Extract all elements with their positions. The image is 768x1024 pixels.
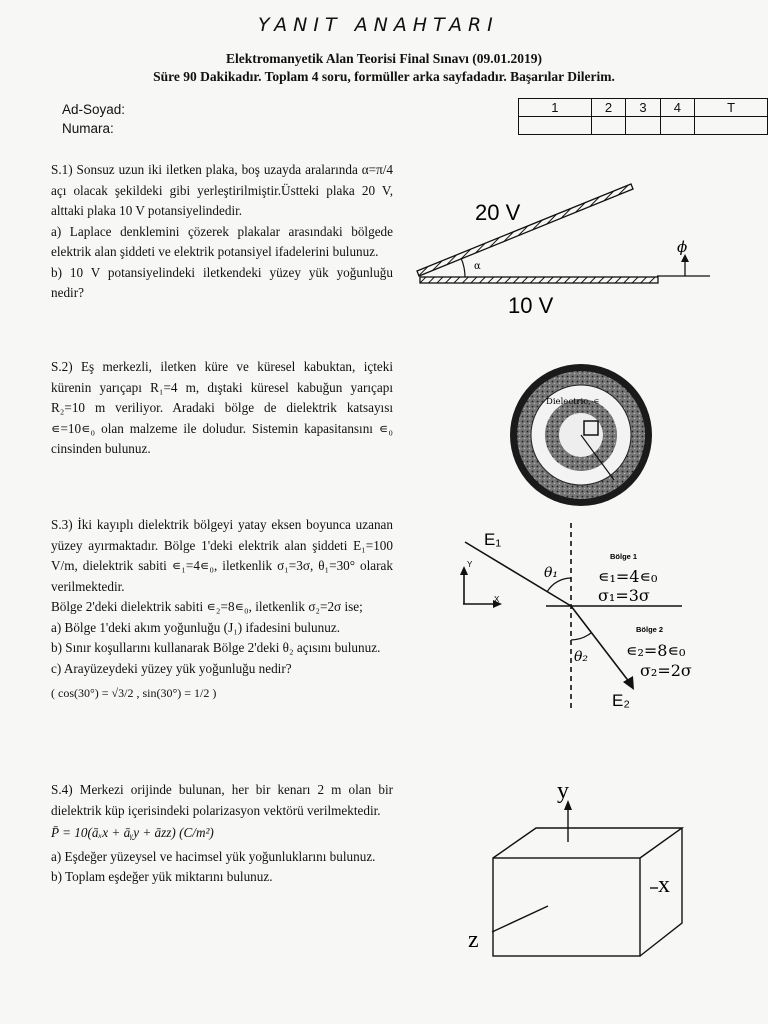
q3-text: S.3) İki kayıplı dielektrik bölgeyi yatay eksen boyunca uzanan yüzey ayırmaktadır. Bölge 1'deki elektrik alan şiddeti E₁=100 V/m, dielektrik sabiti ∊₁=4∊₀, iletkenlik σ₁=3σ, θ₁=30° olarak verilmektedir. [51, 517, 393, 594]
number-label: Numara: [62, 121, 114, 136]
theta2-arc [571, 633, 591, 640]
handwritten-title: YANIT ANAHTARI [258, 14, 499, 36]
cube [493, 828, 682, 956]
q4-figure [460, 770, 700, 960]
e1-label: E₁ [484, 530, 502, 549]
grade-cell-4[interactable] [660, 117, 694, 135]
bottom-plate-voltage: 10 V [508, 293, 554, 318]
q4-text: S.4) Merkezi orijinde bulunan, her bir kenarı 2 m olan bir dielektrik küp içerisindeki polarizasyon vektörü verilmektedir. [51, 782, 393, 818]
q4-part-b: b) Toplam eşdeğer yük miktarını bulunuz. [51, 869, 273, 884]
dielectric-label: Dielectric, ∊ [546, 397, 600, 407]
cube-z-label: z [468, 927, 479, 953]
grade-table [518, 98, 768, 135]
grade-cell-3[interactable] [626, 117, 660, 135]
grade-header-total: T [695, 99, 768, 117]
grade-cell-1[interactable] [519, 117, 592, 135]
q2-text: S.2) Eş merkezli, iletken küre ve küresel kabuktan, içteki kürenin yarıçapı R₁=4 m, dıştaki küresel kabuğun yarıçapı R₂=10 m veriliyor. Aradaki bölge de dielektrik katsayısı ∊=10∊₀ olan malzeme ile doludur. Sistemin kapasitansını ∊₀ cinsinden bulunuz. [51, 359, 393, 456]
angle-alpha-label: α [474, 261, 481, 272]
region1-label: Bölge 1 [610, 552, 638, 561]
q4-part-a: a) Eşdeğer yüzeysel ve hacimsel yük yoğunluklarını bulunuz. [51, 848, 376, 864]
q1-text: S.1) Sonsuz uzun iki iletken plaka, boş uzayda aralarında α=π/4 açı olacak şekildeki gibi yerleştirilmiştir.Üstteki plaka 20 V, alttaki plaka 10 V potansiyelindedir. [51, 162, 393, 218]
q3-part-a: a) Bölge 1'deki akım yoğunluğu (J₁) ifadesini bulunuz. [51, 619, 340, 635]
top-plate-voltage: 20 V [475, 200, 521, 225]
q1-part-a: a) Laplace denklemini çözerek plakalar arasındaki bölgede elektrik alan şiddeti ve elektrik potansiyel ifadelerini bulunuz. [51, 223, 393, 259]
region2-label: Bölge 2 [636, 625, 664, 634]
region1-sigma: σ₁=3σ [598, 586, 650, 605]
cube-x-label: x [658, 872, 670, 898]
cube-y-label: y [557, 778, 569, 804]
q3-trig-hint: ( cos(30°) = √3/2 , sin(30°) = 1/2 ) [51, 686, 217, 700]
grade-header-1: 1 [519, 99, 592, 117]
question-3 [51, 515, 393, 704]
e2-vector [571, 606, 630, 683]
q1-part-b: b) 10 V potansiyelindeki iletkendeki yüzey yük yoğunluğu nedir? [51, 264, 393, 300]
grade-cell-total[interactable] [695, 117, 768, 135]
question-2 [51, 357, 393, 460]
theta1-label: θ₁ [544, 565, 559, 581]
grade-cell-2[interactable] [591, 117, 625, 135]
q3-figure [450, 520, 720, 720]
grade-header-4: 4 [660, 99, 694, 117]
q1-figure [405, 170, 725, 330]
x-axis-label: X [494, 595, 500, 604]
q3-part-b: b) Sınır koşullarını kullanarak Bölge 2'deki θ₂ açısını bulunuz. [51, 640, 381, 655]
phi-label: ϕ [677, 238, 688, 256]
exam-title: Elektromanyetik Alan Teorisi Final Sınavı (09.01.2019) [226, 51, 542, 66]
grade-header-2: 2 [591, 99, 625, 117]
lower-plate [420, 277, 658, 283]
q2-figure [506, 360, 656, 510]
name-label: Ad-Soyad: [62, 102, 126, 117]
angle-arc [461, 258, 465, 277]
grade-header-3: 3 [626, 99, 660, 117]
theta2-label: θ₂ [574, 649, 589, 665]
exam-instructions: Süre 90 Dakikadır. Toplam 4 soru, formüller arka sayfadadır. Başarılar Dilerim. [153, 69, 615, 84]
q3-part-c: c) Arayüzeydeki yüzey yük yoğunluğu nedir? [51, 660, 292, 676]
question-4 [51, 780, 393, 888]
y-axis-label: Y [467, 560, 473, 569]
region2-epsilon: ∊₂=8∊₀ [626, 641, 686, 660]
q3-region2: Bölge 2'deki dielektrik sabiti ∊₂=8∊₀, iletkenlik σ₂=2σ ise; [51, 599, 363, 614]
q4-polarization-formula: P̄ = 10(āₓx + āᵧy + āzz) (C/m²) [51, 825, 214, 840]
cube-z-axis [492, 906, 548, 932]
e2-label: E₂ [612, 691, 630, 710]
question-1 [51, 160, 393, 304]
upper-plate [417, 184, 633, 276]
region2-sigma: σ₂=2σ [640, 661, 692, 680]
e2-arrowhead [623, 676, 634, 690]
region1-epsilon: ∊₁=4∊₀ [598, 567, 658, 586]
